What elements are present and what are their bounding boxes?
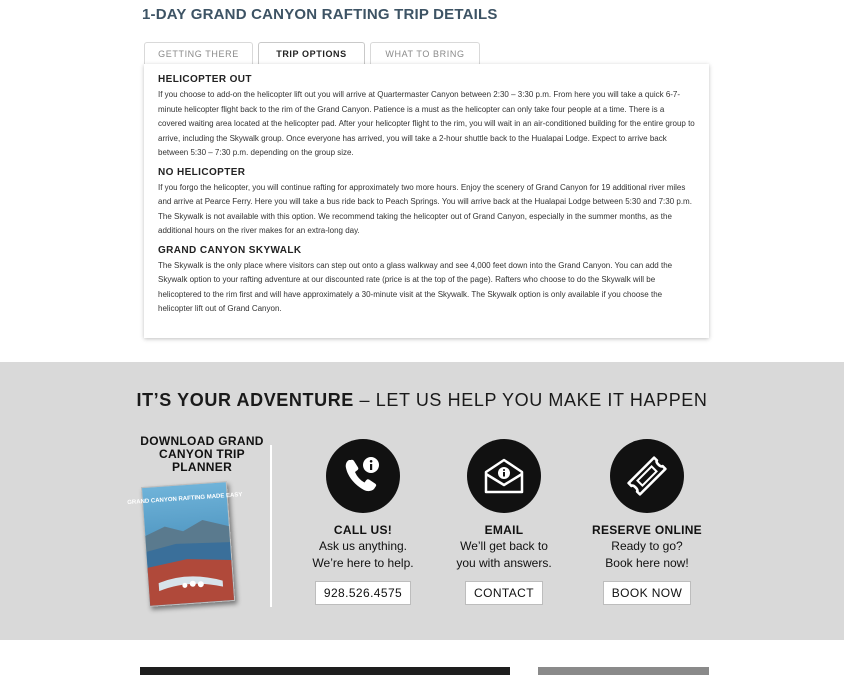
- trip-reviews-header: [140, 667, 510, 675]
- call-us-line-1: Ask us anything.: [318, 539, 408, 553]
- trip-planner-book-image[interactable]: [127, 481, 243, 607]
- tab-trip-options[interactable]: TRIP OPTIONS: [258, 42, 365, 66]
- sidebar-header: [538, 667, 709, 675]
- contact-button[interactable]: CONTACT: [465, 581, 543, 605]
- section-helicopter-out: [158, 74, 695, 161]
- email-column: [429, 439, 579, 605]
- section-body: If you forgo the helicopter, you will continue rafting for approximately two more hours. Enjoy the scenery of Grand Canyon for 19 additional river miles and arrive at Pearce Ferry. Here you will take a bus ride back to Peach Springs. You will arrive back at the Hualapai Lodge between 5:30 and 7:30 p.m. The Skywalk is not available with this option. We recommend taking the helicopter out of Grand Canyon, especially in the summer months, as the additional hours on the river makes for an extra-long day.: [158, 182, 692, 235]
- phone-icon[interactable]: [326, 439, 400, 513]
- section-no-helicopter: [158, 167, 695, 239]
- reserve-online-heading: RESERVE ONLINE: [591, 523, 702, 537]
- call-us-line-2: We’re here to help.: [312, 556, 414, 570]
- reserve-online-column: [572, 439, 722, 605]
- phone-info-glyph: [339, 452, 387, 500]
- call-us-column: [288, 439, 438, 605]
- reserve-line-2: Book here now!: [605, 556, 689, 570]
- section-grand-canyon-skywalk: [158, 245, 695, 317]
- tab-panel-trip-options: [144, 64, 709, 338]
- trip-planner-download-label[interactable]: DOWNLOAD GRAND CANYON TRIP PLANNER: [140, 434, 264, 474]
- ticket-glyph: [623, 452, 671, 500]
- section-title: GRAND CANYON SKYWALK: [158, 244, 302, 256]
- vertical-divider: [270, 445, 272, 607]
- book-cover-title: GRAND CANYON RAFTING MADE EASY: [127, 492, 243, 507]
- section-title: NO HELICOPTER: [158, 166, 246, 178]
- envelope-info-glyph: [480, 452, 528, 500]
- adventure-band: [0, 362, 844, 640]
- ticket-icon[interactable]: [610, 439, 684, 513]
- tab-getting-there[interactable]: GETTING THERE: [144, 42, 253, 64]
- call-us-heading: CALL US!: [333, 523, 393, 537]
- book-cover-icon: [127, 482, 243, 606]
- page-title: 1-DAY GRAND CANYON RAFTING TRIP DETAILS: [142, 6, 498, 23]
- section-title: HELICOPTER OUT: [158, 74, 252, 85]
- band-title-rest: – LET US HELP YOU MAKE IT HAPPEN: [353, 390, 708, 410]
- tab-what-to-bring[interactable]: WHAT TO BRING: [370, 42, 480, 64]
- email-line-1: We’ll get back to: [460, 539, 548, 553]
- band-title-bold: IT’S YOUR ADVENTURE: [136, 390, 354, 410]
- section-body: If you choose to add-on the helicopter lift out you will arrive at Quartermaster Canyon between 2:30 – 3:30 p.m. From here you will take a quick 6-7-minute helicopter flight back to the rim of the Grand Canyon. Patience is a must as the helicopter can only take four people at a time. There is a covered waiting area located at the helicopter pad. After your helicopter flight to the rim, you will wait in an air-conditioned building for the entire group to arrive, including the Skywalk group. Once everyone has arrived, you will take a 2-hour shuttle back to the Hualapai Lodge. Expect to arrive back between 5:30 – 7:30 p.m. depending on the group size.: [158, 90, 695, 157]
- reserve-line-1: Ready to go?: [611, 539, 683, 553]
- book-now-button[interactable]: BOOK NOW: [603, 581, 692, 605]
- band-title: [0, 390, 844, 411]
- envelope-icon[interactable]: [467, 439, 541, 513]
- phone-number-button[interactable]: 928.526.4575: [315, 581, 411, 605]
- email-line-2: you with answers.: [456, 556, 552, 570]
- section-body: The Skywalk is the only place where visitors can step out onto a glass walkway and see 4,000 feet down into the Grand Canyon. You can add the Skywalk option to your rafting adventure at our discounted rate (price is at the top of the page). Rafters who choose to do the Skywalk will be helicoptered to the rim first and will have approximately a 30-minute visit at the Skywalk. The Skywalk option is only available if you choose the helicopter lift out of Grand Canyon.: [158, 260, 673, 313]
- email-heading: EMAIL: [484, 523, 524, 537]
